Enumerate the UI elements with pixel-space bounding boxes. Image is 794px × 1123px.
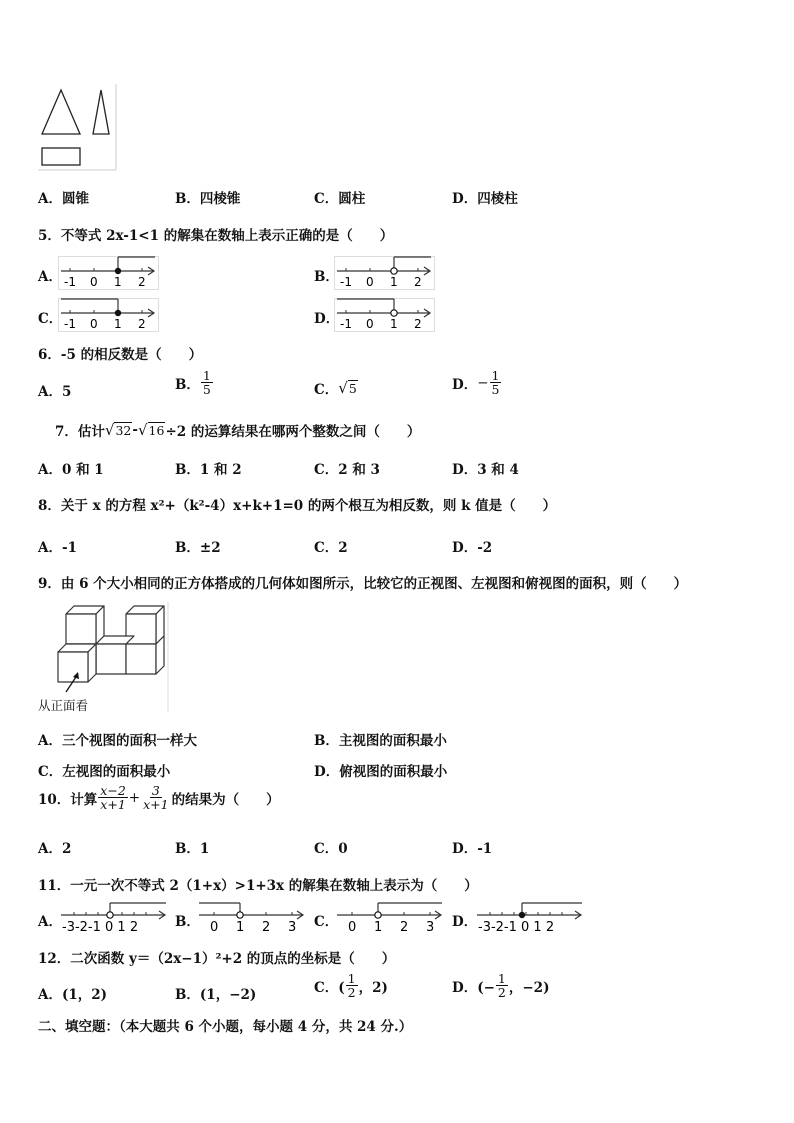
q11b-tick-2: 2	[262, 920, 271, 934]
q12-c-suffix: ，2)	[358, 979, 388, 996]
q11-numberline-d	[474, 900, 586, 938]
q12-c-denominator: 2	[347, 985, 356, 1001]
q5-numberline-c	[58, 298, 160, 336]
q5-stem: 5．不等式 2x-1<1 的解集在数轴上表示正确的是（ ）	[38, 228, 394, 244]
q10-f1-denominator: x+1	[100, 797, 126, 813]
section2-heading: 二、填空题：（本大题共 6 个小题，每小题 4 分，共 24 分.）	[38, 1019, 413, 1035]
q5-option-b-label: B．	[314, 269, 339, 285]
q7-prefix: 7．估计	[55, 424, 105, 440]
q5c-tick-1: 1	[114, 317, 122, 331]
q9-option-b: B．主视图的面积最小	[314, 733, 447, 749]
q5a-tick-neg1: -1	[64, 275, 76, 289]
q11c-tick-2: 2	[400, 920, 409, 934]
q8-option-a: A．-1	[38, 540, 77, 556]
q5c-tick-2: 2	[138, 317, 146, 331]
q12-c-numerator: 1	[347, 971, 356, 986]
q7-radicand-2: 16	[148, 423, 165, 438]
q11-option-d-label: D．	[452, 914, 478, 930]
q11c-tick-1: 1	[374, 920, 383, 934]
q9-option-c: C．左视图的面积最小	[38, 764, 171, 780]
q5c-tick-neg1: -1	[64, 317, 76, 331]
q9-stem: 9．由 6 个大小相同的正方体搭成的几何体如图所示，比较它的正视图、左视图和俯视图的面积，则（ ）	[38, 576, 688, 592]
q5d-tick-1: 1	[390, 317, 398, 331]
q6-d-numerator: 1	[491, 368, 500, 383]
q8-option-d: D．-2	[452, 540, 493, 556]
q11c-tick-3: 3	[426, 920, 435, 934]
q7-radicand-1: 32	[115, 423, 132, 438]
q12-d-numerator: 1	[497, 971, 506, 986]
q12-c-fraction	[346, 972, 358, 999]
q8-option-c: C．2	[314, 540, 348, 556]
q10-f1-numerator: x−2	[100, 783, 126, 798]
q5b-tick-1: 1	[390, 275, 398, 289]
q10-suffix: 的结果为（ ）	[171, 791, 280, 808]
q10-f2-denominator: x+1	[143, 797, 169, 813]
q6-option-c	[314, 378, 358, 398]
q7-option-c: C．2 和 3	[314, 462, 380, 478]
q6-option-c-sqrt: √ 5	[338, 379, 357, 397]
q5b-tick-0: 0	[366, 275, 374, 289]
q7-sqrt-32: √ 32	[104, 421, 132, 439]
q7-sqrt-16: √ 16	[137, 421, 165, 439]
q11-stem: 11．一元一次不等式 2（1+x）>1+3x 的解集在数轴上表示为（ ）	[38, 878, 478, 894]
q5-numberline-b	[334, 256, 436, 294]
q6-stem: 6．-5 的相反数是（ ）	[38, 347, 203, 363]
q6-option-b-fraction	[201, 369, 213, 396]
q11-numberline-a	[58, 900, 170, 938]
q10-option-a: A．2	[38, 841, 72, 857]
q10-fraction-2	[141, 784, 170, 811]
q7-option-a: A．0 和 1	[38, 462, 104, 478]
q10-fraction-1	[98, 784, 127, 811]
q12-stem: 12．二次函数 y＝（2x−1）²+2 的顶点的坐标是（ ）	[38, 951, 396, 967]
q12-c-prefix: C．(	[314, 979, 345, 996]
q12-option-d	[452, 972, 549, 999]
q5b-tick-2: 2	[414, 275, 422, 289]
q10-option-b: B．1	[175, 841, 210, 857]
q11d-ticks: -3-2-1 0 1 2	[478, 920, 555, 934]
q5-numberline-a	[58, 256, 160, 294]
q6-option-b	[175, 369, 214, 396]
q5-option-a-label: A．	[38, 269, 62, 285]
q9-option-d: D．俯视图的面积最小	[314, 764, 448, 780]
q4-option-a: A．圆锥	[38, 191, 89, 207]
q6-b-numerator: 1	[202, 368, 211, 383]
q11b-tick-1: 1	[236, 920, 245, 934]
q5d-tick-2: 2	[414, 317, 422, 331]
q11c-tick-0: 0	[348, 920, 357, 934]
q5a-tick-0: 0	[90, 275, 98, 289]
q11-numberline-b	[196, 900, 308, 938]
q7-option-d: D．3 和 4	[452, 462, 519, 478]
q4-three-views-figure	[36, 82, 118, 172]
q6-option-d-fraction	[490, 369, 502, 396]
q11-option-c-label: C．	[314, 914, 339, 930]
q5a-tick-1: 1	[114, 275, 122, 289]
q11b-tick-0: 0	[210, 920, 219, 934]
q10-prefix: 10．计算	[38, 791, 98, 808]
q5a-tick-2: 2	[138, 275, 146, 289]
q12-option-c	[314, 972, 388, 999]
q6-d-denominator: 5	[491, 382, 500, 398]
q6-b-denominator: 5	[202, 382, 211, 398]
q12-d-fraction	[496, 972, 508, 999]
q5-option-d-label: D．	[314, 311, 340, 327]
q4-option-b: B．四棱锥	[175, 191, 241, 207]
q6-option-d	[452, 369, 502, 396]
q8-option-b: B．±2	[175, 540, 221, 556]
q9-option-a: A．三个视图的面积一样大	[38, 733, 197, 749]
q6-option-b-label: B．	[175, 376, 200, 393]
q10-option-d: D．-1	[452, 841, 493, 857]
q4-option-d: D．四棱柱	[452, 191, 518, 207]
q5c-tick-0: 0	[90, 317, 98, 331]
q6-d-sign: −	[477, 374, 489, 391]
q5-option-c-label: C．	[38, 311, 63, 327]
q6-option-d-label: D．	[452, 376, 478, 393]
q12-option-b: B．(1，−2)	[175, 987, 257, 1003]
q12-d-denominator: 2	[497, 985, 506, 1001]
q10-stem	[38, 784, 280, 811]
q10-f2-numerator: 3	[151, 783, 160, 798]
q11a-ticks: -3-2-1 0 1 2	[62, 920, 139, 934]
q12-d-prefix: D．(−	[452, 979, 495, 996]
q6-option-a: A．5	[38, 384, 72, 400]
q4-option-c: C．圆柱	[314, 191, 366, 207]
q6-c-radicand: 5	[348, 381, 357, 396]
q9-figure-caption: 从正面看	[38, 698, 89, 713]
q5d-tick-neg1: -1	[340, 317, 352, 331]
q6-option-c-label: C．	[314, 382, 339, 398]
q11-option-b-label: B．	[175, 914, 200, 930]
q11-option-a-label: A．	[38, 914, 62, 930]
q12-d-suffix: ，−2)	[508, 979, 550, 996]
q5b-tick-neg1: -1	[340, 275, 352, 289]
q11-numberline-c	[334, 900, 446, 938]
q5-numberline-d	[334, 298, 436, 336]
q10-plus: +	[128, 789, 141, 806]
q11b-tick-3: 3	[288, 920, 297, 934]
q7-minus: -	[132, 422, 138, 438]
q8-stem: 8．关于 x 的方程 x²+（k²-4）x+k+1=0 的两个根互为相反数，则 k 值是（ ）	[38, 498, 557, 514]
q7-suffix: ÷2 的运算结果在哪两个整数之间（ ）	[165, 424, 421, 440]
q7-option-b: B．1 和 2	[175, 462, 242, 478]
q12-option-a: A．(1，2)	[38, 987, 108, 1003]
q5d-tick-0: 0	[366, 317, 374, 331]
q10-option-c: C．0	[314, 841, 348, 857]
q7-stem	[55, 420, 420, 440]
